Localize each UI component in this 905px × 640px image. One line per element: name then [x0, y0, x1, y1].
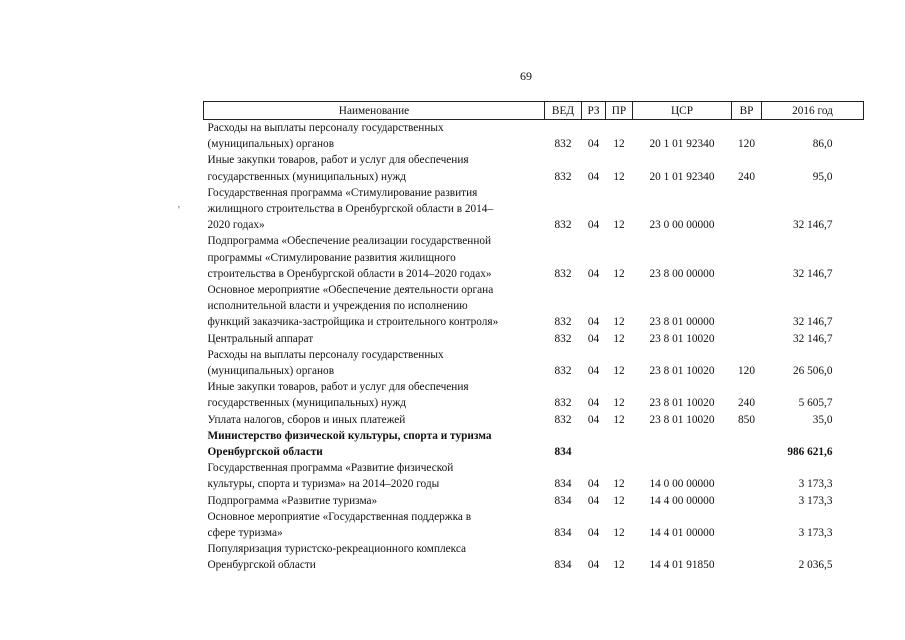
cell-csr: 23 8 00 00000 — [649, 267, 715, 280]
cell-ved: 834 — [554, 446, 572, 459]
header-rz: РЗ — [582, 102, 606, 120]
cell-name: Расходы на выплаты персоналу государственных (муниципальных) органов — [207, 348, 444, 378]
cell-amount: 3 173,3 — [798, 478, 833, 491]
cell-vr — [732, 331, 762, 347]
header-csr: ЦСР — [633, 102, 732, 120]
cell-pr: 12 — [613, 365, 625, 378]
header-ved: ВЕД — [545, 102, 582, 120]
cell-ved: 832 — [554, 365, 572, 378]
cell-csr: 23 8 01 10020 — [649, 365, 715, 378]
table-row — [204, 379, 864, 411]
cell-vr: 850 — [738, 413, 755, 426]
cell-pr: 12 — [613, 170, 625, 183]
cell-pr: 12 — [613, 494, 625, 507]
cell-amount: 5 605,7 — [798, 397, 833, 410]
table-row — [204, 460, 864, 492]
cell-name: Министерство физической культуры, спорта и туризма Оренбургской области — [207, 429, 492, 459]
table-row — [204, 412, 864, 428]
cell-amount: 2 036,5 — [798, 559, 833, 572]
header-vr: ВР — [732, 102, 762, 120]
table-row — [204, 120, 864, 153]
stray-mark: ' — [178, 205, 180, 216]
cell-rz: 04 — [587, 527, 600, 540]
cell-pr: 12 — [613, 332, 625, 345]
cell-pr: 12 — [613, 559, 625, 572]
table-row — [204, 282, 864, 331]
cell-name: Популяризация туристско-рекреационного комплекса Оренбургской области — [207, 543, 467, 572]
header-year: 2016 год — [762, 102, 864, 120]
cell-csr: 23 8 01 10020 — [649, 413, 715, 426]
cell-name: Иные закупки товаров, работ и услуг для обеспечения государственных (муниципальных) нужд — [207, 154, 469, 183]
cell-name: Государственная программа «Стимулирование развития жилищного строительства в Оренбургской области в 2014– 2020 годах» — [207, 186, 494, 232]
table-row — [204, 493, 864, 509]
cell-amount: 32 146,7 — [792, 219, 833, 232]
cell-ved: 832 — [554, 397, 572, 410]
table-row — [204, 428, 864, 460]
cell-amount: 35,0 — [812, 413, 833, 426]
cell-rz: 04 — [587, 219, 600, 232]
cell-rz: 04 — [587, 478, 600, 491]
cell-pr: 12 — [613, 316, 625, 329]
cell-pr: 12 — [613, 413, 625, 426]
cell-name: Иные закупки товаров, работ и услуг для обеспечения государственных (муниципальных) нужд — [207, 381, 469, 410]
cell-pr: 12 — [613, 219, 625, 232]
cell-amount: 26 506,0 — [792, 365, 833, 378]
cell-name: Основное мероприятие «Государственная поддержка в сфере туризма» — [207, 510, 472, 540]
cell-vr — [732, 541, 762, 573]
header-row — [204, 102, 864, 120]
cell-csr: 23 8 01 00000 — [649, 316, 715, 329]
cell-vr — [732, 493, 762, 509]
header-pr: ПР — [606, 102, 633, 120]
cell-vr — [732, 233, 762, 282]
cell-vr: 240 — [738, 170, 755, 183]
cell-csr: 23 8 01 10020 — [649, 332, 715, 345]
cell-rz: 04 — [587, 267, 600, 280]
cell-amount: 32 146,7 — [792, 316, 833, 329]
table-row — [204, 347, 864, 379]
cell-name: Центральный аппарат — [207, 332, 314, 345]
cell-ved: 832 — [554, 219, 572, 232]
cell-pr: 12 — [613, 138, 625, 151]
cell-vr — [732, 185, 762, 234]
budget-table — [203, 101, 864, 574]
cell-csr: 23 8 01 10020 — [649, 397, 715, 410]
cell-ved: 832 — [554, 267, 572, 280]
cell-pr: 12 — [613, 267, 625, 280]
cell-rz: 04 — [587, 365, 600, 378]
table-row — [204, 331, 864, 347]
cell-rz: 04 — [587, 494, 600, 507]
cell-pr — [606, 428, 633, 460]
cell-name: Подпрограмма «Обеспечение реализации государственной программы «Стимулирование развития жилищного строительства в Оренбургской области в 2014–2020 годах» — [207, 235, 492, 280]
cell-csr: 14 0 00 00000 — [649, 478, 715, 491]
cell-csr: 14 4 01 91850 — [649, 559, 715, 572]
cell-ved: 832 — [554, 413, 572, 426]
cell-csr: 23 0 00 00000 — [649, 219, 715, 232]
cell-rz — [582, 428, 606, 460]
cell-pr: 12 — [613, 527, 625, 540]
cell-name: Основное мероприятие «Обеспечение деятельности органа исполнительной власти и учреждения по исполнению функций заказчика-застройщика и строительного контроля» — [207, 284, 499, 329]
cell-rz: 04 — [587, 316, 600, 329]
cell-csr: 14 4 01 00000 — [649, 527, 715, 540]
cell-amount: 86,0 — [812, 138, 833, 151]
page-number: 69 — [520, 69, 532, 83]
table-row — [204, 233, 864, 282]
table-row — [204, 541, 864, 573]
cell-vr: 120 — [738, 365, 755, 378]
cell-name: Подпрограмма «Развитие туризма» — [207, 494, 378, 507]
cell-amount: 32 146,7 — [792, 267, 833, 280]
cell-rz: 04 — [587, 559, 600, 572]
cell-amount: 3 173,3 — [798, 527, 833, 540]
cell-amount: 95,0 — [812, 170, 833, 183]
cell-pr: 12 — [613, 397, 625, 410]
cell-ved: 832 — [554, 170, 572, 183]
cell-ved: 834 — [554, 527, 572, 540]
table-row — [204, 509, 864, 541]
table-row — [204, 152, 864, 184]
cell-csr: 20 1 01 92340 — [649, 170, 715, 183]
cell-rz: 04 — [587, 332, 600, 345]
cell-amount: 3 173,3 — [798, 494, 833, 507]
header-name: Наименование — [204, 102, 545, 120]
table-body — [204, 120, 864, 574]
cell-vr — [732, 460, 762, 492]
cell-rz: 04 — [587, 397, 600, 410]
cell-ved: 834 — [554, 559, 572, 572]
cell-name: Уплата налогов, сборов и иных платежей — [207, 413, 406, 426]
cell-ved: 832 — [554, 332, 572, 345]
cell-rz: 04 — [587, 138, 600, 151]
cell-vr — [732, 428, 762, 460]
cell-ved: 834 — [554, 478, 572, 491]
cell-pr: 12 — [613, 478, 625, 491]
cell-csr: 20 1 01 92340 — [649, 138, 715, 151]
cell-name: Расходы на выплаты персоналу государственных (муниципальных) органов — [207, 122, 444, 151]
cell-ved: 834 — [554, 494, 572, 507]
cell-vr: 240 — [738, 397, 755, 410]
cell-vr — [732, 509, 762, 541]
cell-name: Государственная программа «Развитие физической культуры, спорта и туризма» на 2014–2020 годы — [207, 462, 454, 491]
cell-ved: 832 — [554, 316, 572, 329]
cell-rz: 04 — [587, 170, 600, 183]
cell-csr: 14 4 00 00000 — [649, 494, 715, 507]
cell-amount: 986 621,6 — [787, 446, 833, 459]
cell-rz: 04 — [587, 413, 600, 426]
cell-amount: 32 146,7 — [792, 332, 833, 345]
cell-vr — [732, 282, 762, 331]
cell-ved: 832 — [554, 138, 572, 151]
table-header — [204, 102, 864, 120]
cell-csr — [633, 428, 732, 460]
table-row — [204, 185, 864, 234]
cell-vr: 120 — [738, 138, 755, 151]
